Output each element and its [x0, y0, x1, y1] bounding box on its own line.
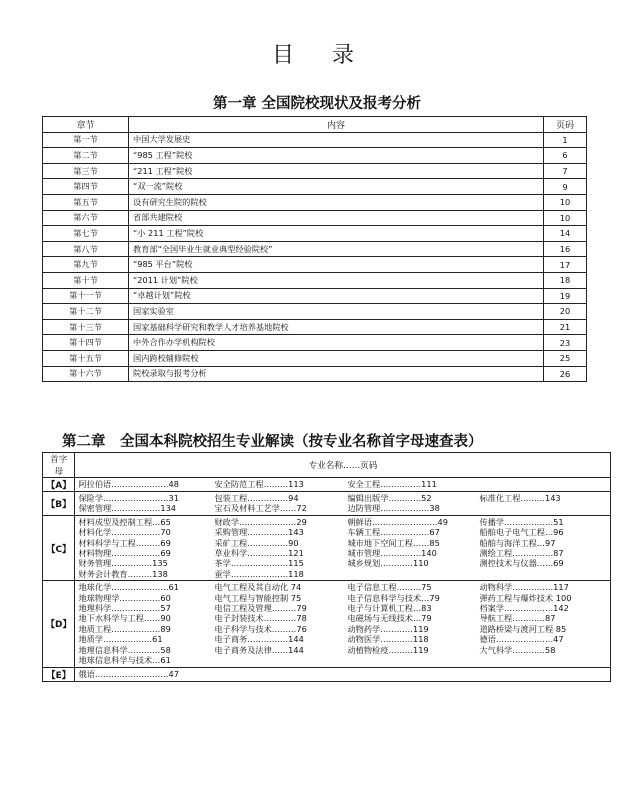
letter-group-row: [43, 492, 611, 516]
chapter2-title: 第二章 全国本科院校招生专业解读（按专业名称首字母速查表）: [62, 434, 483, 450]
major-entry[interactable]: 地下水科学与工程……90: [78, 613, 171, 624]
toc-page: 6: [544, 148, 587, 164]
major-entry[interactable]: 车辆工程………………67: [347, 527, 440, 538]
letter-group-row: [43, 478, 611, 492]
toc-page: 1: [544, 132, 587, 148]
toc-page: 25: [544, 350, 587, 366]
major-entry[interactable]: 大气科学…………58: [479, 644, 556, 655]
letter-group-row: [43, 515, 611, 580]
major-list: [75, 667, 611, 681]
letter-group-row: [43, 581, 611, 667]
major-entry[interactable]: 地球信息科学与技术…61: [78, 655, 171, 666]
major-entry[interactable]: 档案学………………142: [479, 603, 569, 614]
toc-row[interactable]: [43, 226, 587, 242]
major-entry[interactable]: 材料化学………………70: [78, 527, 171, 538]
toc-row[interactable]: [43, 179, 587, 195]
toc-section: 第十六节: [43, 366, 129, 382]
toc-row[interactable]: [43, 272, 587, 288]
toc-row[interactable]: [43, 350, 587, 366]
toc-content: 国内跨校辅修院校: [129, 350, 544, 366]
major-entry[interactable]: 地质学………………61: [78, 634, 163, 645]
major-entry[interactable]: 传播学………………51: [479, 516, 564, 527]
toc-content: “985 平台”院校: [129, 257, 544, 273]
chapter1-header-row: [43, 117, 587, 133]
toc-section: 第十四节: [43, 335, 129, 351]
toc-section: 第三节: [43, 163, 129, 179]
major-entry[interactable]: 地质工程………………89: [78, 623, 171, 634]
toc-row[interactable]: [43, 132, 587, 148]
major-entry[interactable]: 财政学…………………29: [214, 516, 307, 527]
major-entry[interactable]: 电子信息工程………75: [347, 582, 432, 593]
major-entry[interactable]: 城市管理……………140: [347, 548, 437, 559]
major-entry[interactable]: 财务管理……………135: [78, 558, 168, 569]
toc-row[interactable]: [43, 148, 587, 164]
toc-content: “211 工程”院校: [129, 163, 544, 179]
major-entry[interactable]: 安全防范工程………113: [214, 479, 304, 490]
major-entry[interactable]: 动物科学……………117: [479, 582, 569, 593]
chapter2-table: [42, 452, 611, 682]
major-entry[interactable]: 弹药工程与爆炸技术 100: [479, 592, 572, 603]
major-entry[interactable]: 德语…………………47: [479, 634, 564, 645]
toc-content: “985 工程”院校: [129, 148, 544, 164]
letter-label: 【D】: [43, 581, 75, 667]
letter-label: 【E】: [43, 667, 75, 681]
toc-row[interactable]: [43, 319, 587, 335]
major-entry[interactable]: 边防管理………………38: [347, 503, 440, 514]
major-entry[interactable]: 电子封装技术…………78: [214, 613, 307, 624]
letter-label: 【C】: [43, 515, 75, 580]
major-entry[interactable]: 电子商务……………144: [214, 634, 304, 645]
major-list: [75, 581, 611, 667]
toc-row[interactable]: [43, 194, 587, 210]
major-entry[interactable]: 电信工程及管理………79: [214, 603, 307, 614]
toc-page: 10: [544, 194, 587, 210]
letter-group-row: [43, 667, 611, 681]
chapter1-title: 第一章 全国院校现状及报考分析: [212, 96, 422, 112]
toc-page: 16: [544, 241, 587, 257]
toc-content: 中外合作办学机构院校: [129, 335, 544, 351]
toc-row[interactable]: [43, 288, 587, 304]
toc-page: 10: [544, 210, 587, 226]
toc-page: 7: [544, 163, 587, 179]
toc-page: 14: [544, 226, 587, 242]
header-content: 内容: [129, 117, 544, 133]
toc-section: 第九节: [43, 257, 129, 273]
toc-row[interactable]: [43, 257, 587, 273]
major-entry[interactable]: 地球化学…………………61: [78, 582, 179, 593]
major-entry[interactable]: 动植物检疫………119: [347, 644, 429, 655]
major-entry[interactable]: 电子商务及法律……144: [214, 644, 304, 655]
toc-content: “2011 计划”院校: [129, 272, 544, 288]
toc-content: 设有研究生院的院校: [129, 194, 544, 210]
major-entry[interactable]: 城市地下空间工程……85: [347, 537, 440, 548]
major-entry[interactable]: 测绘工程……………87: [479, 548, 564, 559]
major-entry[interactable]: 草业科学……………121: [214, 548, 304, 559]
major-entry[interactable]: 保密管理………………134: [78, 503, 176, 514]
toc-section: 第五节: [43, 194, 129, 210]
toc-section: 第十一节: [43, 288, 129, 304]
toc-section: 第一节: [43, 132, 129, 148]
toc-content: “双一流”院校: [129, 179, 544, 195]
toc-row[interactable]: [43, 163, 587, 179]
letter-label: 【B】: [43, 492, 75, 516]
major-entry[interactable]: 阿拉伯语…………………48: [78, 479, 179, 490]
toc-page: 19: [544, 288, 587, 304]
toc-page: 20: [544, 304, 587, 320]
major-entry[interactable]: 材料物理………………69: [78, 548, 171, 559]
header-major-page: 专业名称……页码: [75, 453, 611, 478]
major-entry[interactable]: 采矿工程……………90: [214, 537, 299, 548]
major-entry[interactable]: 俄语………………………47: [78, 668, 179, 679]
major-entry[interactable]: 地球物理学……………60: [78, 592, 171, 603]
chapter2-header-row: [43, 453, 611, 478]
toc-page: 18: [544, 272, 587, 288]
toc-section: 第八节: [43, 241, 129, 257]
major-entry[interactable]: 电气工程与智能控制 75: [214, 592, 302, 603]
major-entry[interactable]: 船舶与海洋工程…97: [479, 537, 556, 548]
page-title: 目 录: [271, 43, 362, 68]
major-entry[interactable]: 电磁场与无线技术…79: [347, 613, 432, 624]
major-entry[interactable]: 城乡规划…………110: [347, 558, 429, 569]
major-entry[interactable]: 材料科学与工程………69: [78, 537, 171, 548]
toc-section: 第二节: [43, 148, 129, 164]
major-entry[interactable]: 包装工程……………94: [214, 493, 299, 503]
major-entry[interactable]: 地理信息科学…………58: [78, 644, 171, 655]
major-entry[interactable]: 导航工程…………87: [479, 613, 556, 624]
toc-section: 第十二节: [43, 304, 129, 320]
toc-content: “卓越计划”院校: [129, 288, 544, 304]
toc-content: “小 211 工程”院校: [129, 226, 544, 242]
toc-content: 中国大学发展史: [129, 132, 544, 148]
toc-row[interactable]: [43, 304, 587, 320]
toc-page: 23: [544, 335, 587, 351]
header-initial: 首字母: [43, 453, 75, 478]
major-entry[interactable]: 电子与计算机工程…83: [347, 603, 432, 614]
toc-content: 国家实验室: [129, 304, 544, 320]
toc-page: 17: [544, 257, 587, 273]
major-entry[interactable]: 采购管理……………143: [214, 527, 304, 538]
major-entry[interactable]: 地理科学………………57: [78, 603, 171, 614]
toc-section: 第十节: [43, 272, 129, 288]
major-entry[interactable]: 动物医学…………118: [347, 634, 429, 645]
major-list: [75, 515, 611, 580]
major-entry[interactable]: 动物药学…………119: [347, 623, 429, 634]
major-entry[interactable]: 保险学……………………31: [78, 493, 179, 503]
major-list: [75, 478, 611, 492]
toc-page: 21: [544, 319, 587, 335]
header-section: 章节: [43, 117, 129, 133]
toc-section: 第十五节: [43, 350, 129, 366]
major-entry[interactable]: 标准化工程………143: [479, 493, 561, 503]
toc-content: 院校录取与报考分析: [129, 366, 544, 382]
letter-label: 【A】: [43, 478, 75, 492]
toc-content: 教育部“全国毕业生就业典型经验院校”: [129, 241, 544, 257]
toc-content: 国家基础科学研究和教学人才培养基地院校: [129, 319, 544, 335]
major-entry[interactable]: 茶学…………………115: [214, 558, 304, 569]
toc-row[interactable]: [43, 210, 587, 226]
major-entry[interactable]: 编辑出版学…………52: [347, 493, 432, 503]
major-entry[interactable]: 测控技术与仪器……69: [479, 558, 564, 569]
major-entry[interactable]: 船舶电子电气工程…96: [479, 527, 564, 538]
major-entry[interactable]: 电子信息科学与技术…79: [347, 592, 440, 603]
major-entry[interactable]: 财务会计教育………138: [78, 568, 168, 579]
major-entry[interactable]: 材料成型及控制工程…65: [78, 516, 171, 527]
major-list: [75, 492, 611, 516]
chapter1-table: [42, 116, 587, 382]
major-entry[interactable]: 道路桥梁与渡河工程 85: [479, 623, 567, 634]
toc-page: 26: [544, 366, 587, 382]
toc-section: 第四节: [43, 179, 129, 195]
toc-section: 第十三节: [43, 319, 129, 335]
toc-row[interactable]: [43, 241, 587, 257]
toc-content: 省部共建院校: [129, 210, 544, 226]
toc-section: 第七节: [43, 226, 129, 242]
major-entry[interactable]: 蚕学…………………118: [214, 568, 304, 579]
toc-section: 第六节: [43, 210, 129, 226]
major-entry[interactable]: 宝石及材料工艺学……72: [214, 503, 307, 514]
major-entry[interactable]: 电子科学与技术………76: [214, 623, 307, 634]
major-entry[interactable]: 朝鲜语……………………49: [347, 516, 448, 527]
header-page: 页码: [544, 117, 587, 133]
toc-row[interactable]: [43, 366, 587, 382]
major-entry[interactable]: 安全工程……………111: [347, 479, 437, 490]
major-entry[interactable]: 电气工程及其自动化 74: [214, 582, 302, 593]
toc-page: 9: [544, 179, 587, 195]
toc-row[interactable]: [43, 335, 587, 351]
